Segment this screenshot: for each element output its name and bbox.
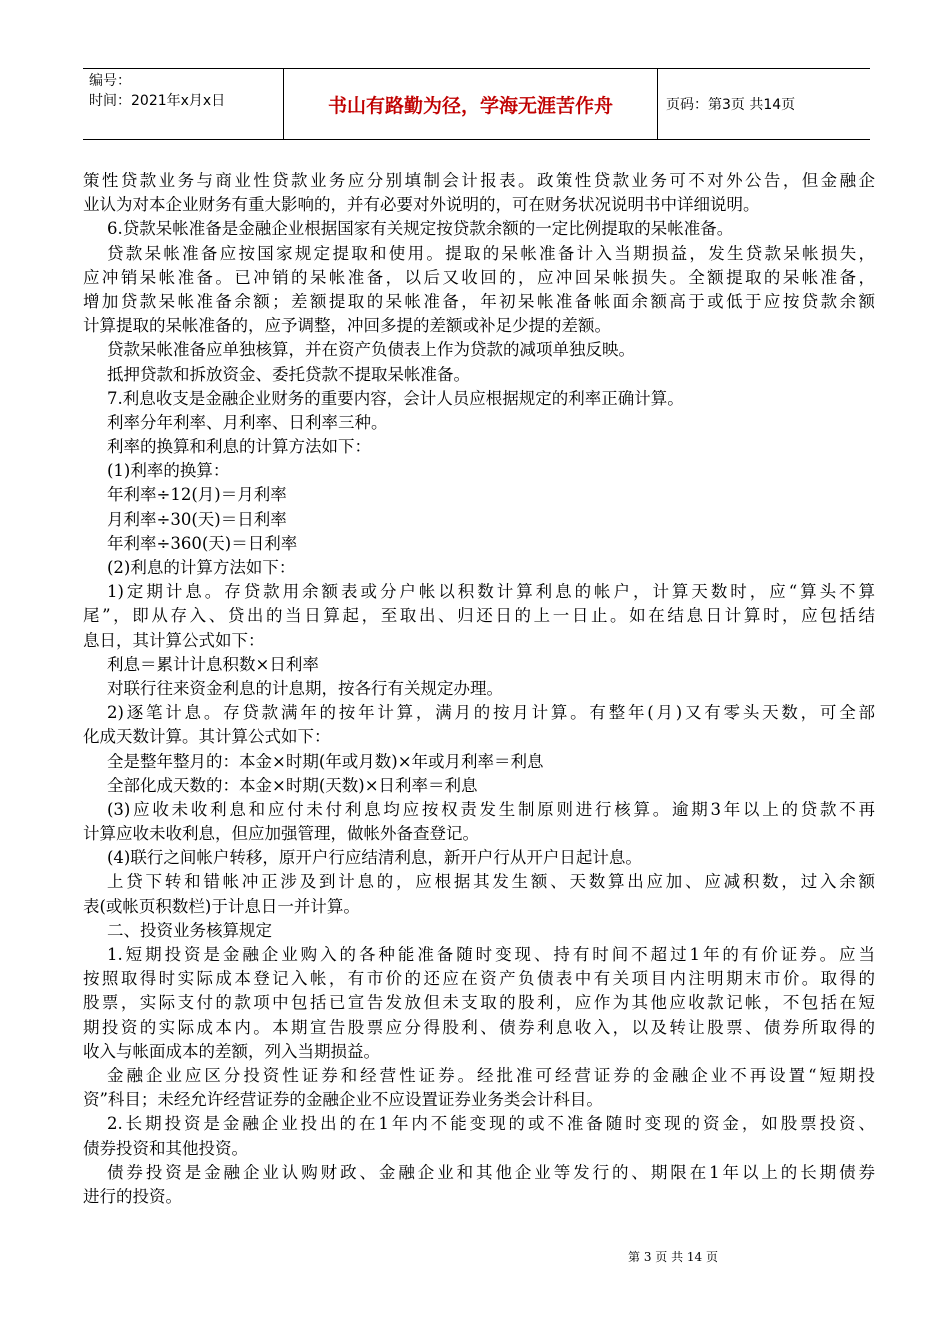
header-motto: 书山有路勤为径，学海无涯苦作舟 (283, 69, 658, 139)
text-line: 业认为对本企业财务有重大影响的，并有必要对外说明的，可在财务状况说明书中详细说明。 (83, 195, 760, 215)
text-line: 贷款呆帐准备应单独核算，并在资产负债表上作为贷款的减项单独反映。 (107, 340, 635, 360)
text-line: (1)利率的换算： (107, 461, 230, 481)
document-time-label: 时间：2021年x月x日 (89, 93, 226, 109)
text-line: 7.利息收支是金融企业财务的重要内容，会计人员应根据规定的利率正确计算。 (107, 388, 684, 408)
text-line: 2.长期投资是金融企业投出的在1年内不能变现的或不准备随时变现的资金，如股票投资、 (107, 1114, 875, 1134)
text-line: 6.贷款呆帐准备是金融企业根据国家有关规定按贷款余额的一定比例提取的呆帐准备。 (107, 219, 734, 239)
text-line: 金融企业应区分投资性证券和经营性证券。经批准可经营证券的金融企业不再设置“短期投 (107, 1065, 875, 1085)
text-line: 全部化成天数的：本金×时期(天数)×日利率＝利息 (107, 775, 478, 795)
text-line: 尾”，即从存入、贷出的当日算起，至取出、归还日的上一日止。如在结息日计算时，应包括结 (83, 606, 875, 626)
text-line: 二、投资业务核算规定 (107, 920, 272, 940)
text-line: 债券投资和其他投资。 (83, 1138, 248, 1158)
document-number-label: 编号： (89, 73, 131, 89)
text-line: 贷款呆帐准备应按国家规定提取和使用。提取的呆帐准备计入当期损益，发生贷款呆帐损失， (107, 243, 875, 263)
text-line: (3)应收未收利息和应付未付利息均应按权责发生制原则进行核算。逾期3年以上的贷款不再 (107, 799, 875, 819)
text-line: 债券投资是金融企业认购财政、金融企业和其他企业等发行的、期限在1年以上的长期债券 (107, 1162, 875, 1182)
text-line: 息日，其计算公式如下： (83, 630, 265, 650)
text-line: 增加贷款呆帐准备余额；差额提取的呆帐准备，年初呆帐准备帐面余额高于或低于应按贷款余额 (83, 291, 875, 311)
text-line: 抵押贷款和拆放资金、委托贷款不提取呆帐准备。 (107, 364, 470, 384)
text-line: 利率分年利率、月利率、日利率三种。 (107, 412, 388, 432)
text-line: 2)逐笔计息。存贷款满年的按年计算，满月的按月计算。有整年(月)又有零头天数，可全部 (107, 703, 875, 723)
text-line: 1.短期投资是金融企业购入的各种能准备随时变现、持有时间不超过1年的有价证券。应当 (107, 945, 875, 964)
text-line: (4)联行之间帐户转移，原开户行应结清利息，新开户行从开户日起计息。 (107, 848, 642, 868)
header-page-number: 页码：第3页 共14页 (666, 97, 796, 113)
text-line: 计算提取的呆帐准备的，应予调整，冲回多提的差额或补足少提的差额。 (83, 316, 611, 336)
text-line: 年利率÷12(月)＝月利率 (107, 485, 287, 505)
text-line: 年利率÷360(天)＝日利率 (107, 533, 298, 553)
text-line: 化成天数计算。其计算公式如下： (83, 727, 331, 747)
text-line: 股票，实际支付的款项中包括已宣告发放但未支取的股利，应作为其他应收款记帐，不包括在短 (83, 993, 875, 1013)
page-footer: 第 3 页 共 14 页 (628, 1250, 718, 1264)
text-line: 对联行往来资金利息的计息期，按各行有关规定办理。 (107, 678, 503, 698)
document-body (83, 169, 875, 1209)
text-line: 全是整年整月的：本金×时期(年或月数)×年或月利率＝利息 (107, 751, 544, 771)
text-line: 1)定期计息。存贷款用余额表或分户帐以积数计算利息的帐户，计算天数时，应“算头不算 (107, 582, 875, 602)
text-line: 表(或帐页积数栏)于计息日一并计算。 (83, 896, 360, 916)
text-line: 进行的投资。 (83, 1186, 182, 1206)
text-line: 资”科目；未经允许经营证券的金融企业不应设置证券业务类会计科目。 (83, 1090, 603, 1110)
text-line: 月利率÷30(天)＝日利率 (107, 509, 287, 529)
text-line: 策性贷款业务与商业性贷款业务应分别填制会计报表。政策性贷款业务可不对外公告，但金融企 (83, 171, 875, 190)
text-line: 期投资的实际成本内。本期宣告股票应分得股利、债券利息收入，以及转让股票、债券所取得的 (83, 1017, 875, 1037)
text-line: 计算应收未收利息，但应加强管理，做帐外备查登记。 (83, 824, 479, 844)
text-line: 按照取得时实际成本登记入帐，有市价的还应在资产负债表中有关项目内注明期末市价。取得的 (83, 969, 875, 989)
text-line: 收入与帐面成本的差额，列入当期损益。 (83, 1041, 380, 1061)
text-line: 应冲销呆帐准备。已冲销的呆帐准备，以后又收回的，应冲回呆帐损失。全额提取的呆帐准备， (83, 267, 875, 287)
text-line: 上贷下转和错帐冲正涉及到计息的，应根据其发生额、天数算出应加、应减积数，过入余额 (107, 872, 875, 892)
text-line: 利率的换算和利息的计算方法如下： (107, 437, 371, 457)
header-meta (89, 71, 269, 111)
page-header (83, 68, 870, 140)
text-line: 利息＝累计计息积数×日利率 (107, 654, 319, 674)
text-line: (2)利息的计算方法如下： (107, 558, 296, 577)
